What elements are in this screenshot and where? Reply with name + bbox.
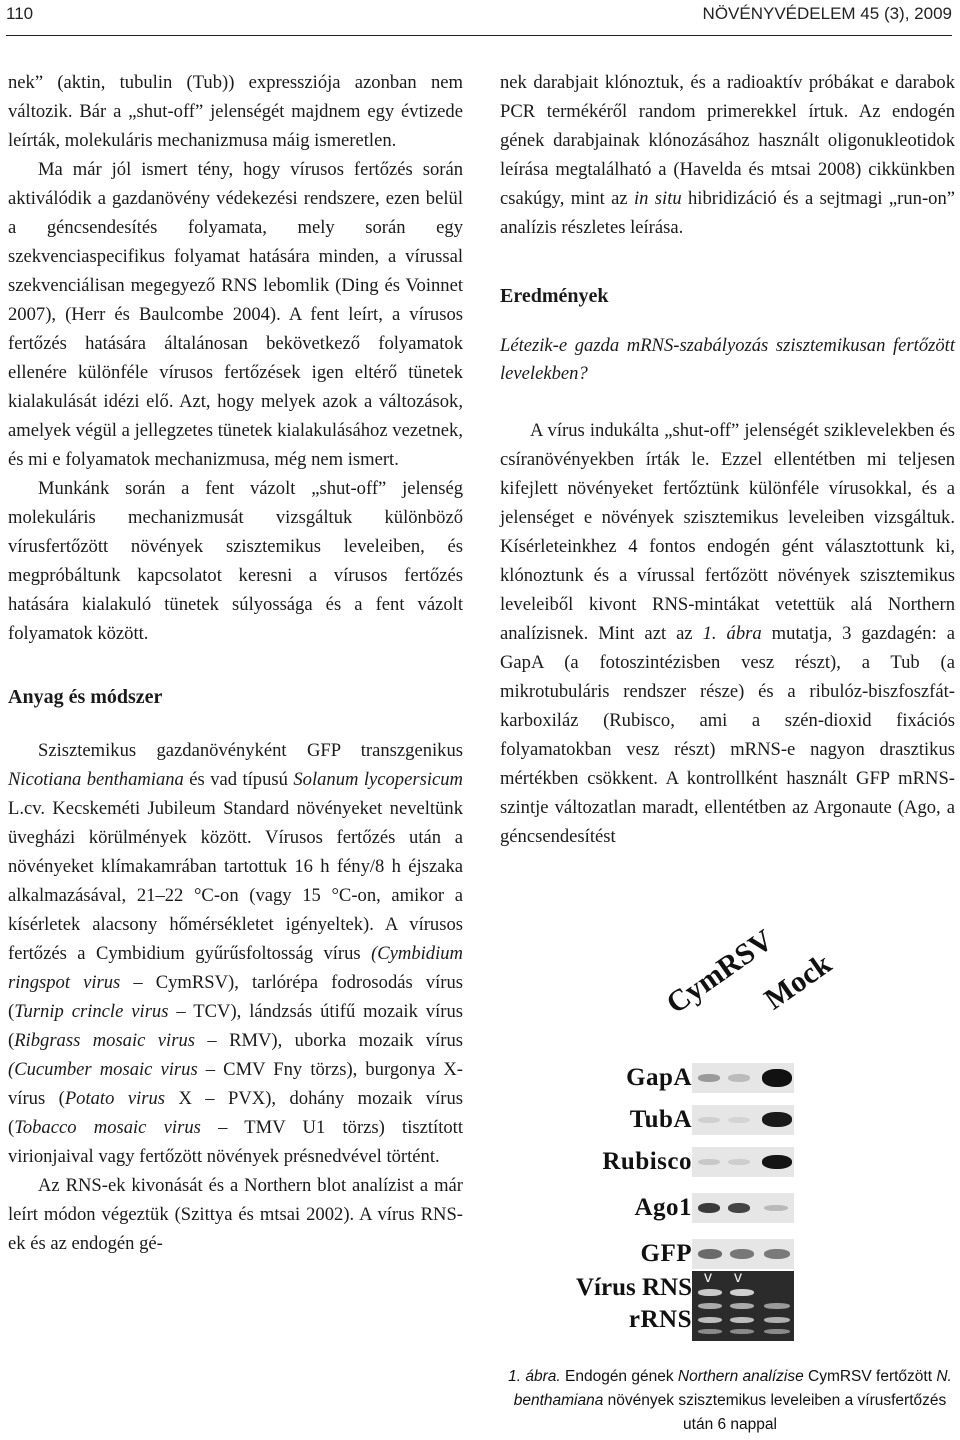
blot-row-rubisco — [692, 1147, 794, 1177]
blot-band — [698, 1289, 722, 1296]
header-rule — [6, 35, 952, 36]
blot-row-tuba — [692, 1105, 794, 1135]
blot-band — [730, 1317, 754, 1323]
paragraph-gene-silencing: Ma már jól ismert tény, hogy vírusos fertőzés során aktiválódik a gazdanövény védekezési rendszere, ezen belül a géncsendesítés folyamata, mely során egy szekvenciaspecifikus folyamat hatására minden, a vírussal szekvenciálisan megegyező RNS lebomlik (Ding és Voinnet 2007), (Herr és Baulcombe 2004). A fent leírt, a vírusos fertőzés hatására általánosan bekövetkező folyamatok ellenére különféle vírusos fertőzések igen eltérő tünetek kialakulását idézi elő. Azt, hogy melyek azok a változások, amelyek végül a jellegzetes tünetek kialakulásához vezetnek, és mi e folyamatok mechanizmusa, még nem ismert. — [8, 159, 463, 470]
blot-band — [698, 1159, 720, 1165]
blot-label-ago1: Ago1 — [634, 1194, 692, 1221]
virus-name: Potato virus — [64, 1088, 166, 1109]
blot-band — [764, 1249, 790, 1259]
blot-band — [764, 1303, 790, 1309]
blot-label-gfp: GFP — [640, 1240, 692, 1267]
paragraph-intro-continued: nek” (aktin, tubulin (Tub)) expressziója azonban nem változik. Bár a „shut-off” jelenségét majdnem egy évtizede leírták, molekuláris mechanizmusa máig ismeretlen. — [8, 72, 463, 151]
species-name: Solanum lycopersicum — [293, 769, 463, 790]
blot-band — [762, 1069, 792, 1087]
blot-row-gfp — [692, 1239, 794, 1269]
paragraph-aims: Munkánk során a fent vázolt „shut-off” jelenség molekuláris mechanizmusát vizsgáltuk különböző vírusfertőzött növények szisztemikus leveleiben, és megpróbáltunk kapcsolatot keresni a vírusos fertőzés hatására kialakuló tünetek súlyossága és a fent vázolt folyamatok között. — [8, 478, 463, 644]
blot-band — [728, 1074, 750, 1082]
arrow-mark: v — [704, 1269, 712, 1286]
blot-label-rubisco: Rubisco — [602, 1148, 692, 1175]
blot-label-rrna: rRNS — [628, 1306, 692, 1333]
blot-band — [698, 1249, 722, 1259]
virus-name: (Cucumber mosaic virus — [8, 1059, 198, 1080]
blot-band — [698, 1074, 720, 1082]
blot-row-ago1 — [692, 1193, 794, 1223]
page-number: 110 — [6, 4, 34, 23]
blot-band — [730, 1249, 754, 1259]
blot-band — [762, 1112, 792, 1127]
figure-reference: 1. ábra — [702, 623, 762, 644]
lane-label-cymrsv: CymRSV — [660, 923, 780, 1021]
left-column — [8, 68, 463, 1258]
lane-label-mock: Mock — [758, 947, 838, 1017]
blot-band — [730, 1289, 754, 1296]
blot-band — [764, 1329, 790, 1334]
running-header — [6, 4, 952, 30]
section-heading-results: Eredmények — [500, 285, 609, 307]
virus-name: Tobacco mosaic virus — [14, 1117, 201, 1138]
subsection-question-title: Létezik-e gazda mRNS-szabályozás szisztemikusan fertőzött levelekben? — [500, 335, 955, 384]
blot-band — [728, 1203, 750, 1213]
blot-band — [698, 1117, 720, 1123]
blot-band — [764, 1205, 788, 1211]
paragraph-cloning: nek darabjait klónoztuk, és a radioaktív próbákat e darabok PCR termékéről random primerekkel írtuk. Az endogén gének darabjainak klónozásához használt oligonukleotidok leírása megtalálható a (Havelda és mtsai 2008) cikkünkben csakúgy, mint az in situ hibridizáció és a sejtmagi „run-on” analízis részletes leírása. — [500, 72, 955, 238]
blot-band — [728, 1117, 750, 1123]
blot-band — [698, 1203, 720, 1213]
blot-band — [728, 1159, 750, 1165]
virus-name: Ribgrass mosaic virus — [14, 1030, 195, 1051]
section-heading-methods: Anyag és módszer — [8, 686, 163, 708]
virus-name: Turnip crincle virus — [14, 1001, 169, 1022]
northern-blot-figure — [576, 923, 960, 1355]
blot-band — [730, 1329, 754, 1334]
blot-band — [762, 1155, 792, 1169]
journal-reference: NÖVÉNYVÉDELEM 45 (3), 2009 — [702, 4, 952, 23]
paragraph-methods-rna: Az RNS-ek kivonását és a Northern blot analízist a már leírt módon végeztük (Szittya és mtsai 2002). A vírus RNS-ek és az endogén gé- — [8, 1175, 463, 1254]
blot-row-gapa — [692, 1063, 794, 1093]
right-column — [500, 68, 955, 851]
blot-band — [698, 1317, 722, 1323]
blot-band — [698, 1329, 722, 1334]
arrow-mark: v — [734, 1269, 742, 1286]
blot-row-virus-rrna — [692, 1271, 794, 1341]
blot-label-virus-rna: Vírus RNS — [576, 1274, 692, 1301]
figure-caption: 1. ábra. Endogén gének Northern analízise CymRSV fertőzött N. benthamiana növények szisztemikus leveleiben a vírusfertőzés után 6 nappal — [508, 1368, 952, 1433]
blot-band — [764, 1317, 790, 1323]
paragraph-methods-plants: Szisztemikus gazdanövényként GFP transzgenikus Nicotiana benthamiana és vad típusú Solanum lycopersicum L.cv. Kecskeméti Jubileum Standard növényeket neveltünk üvegházi körülmények között. Vírusos fertőzés után a növényeket klímakamrában tartottuk 16 h fény/8 h éjszaka alkalmazásával, 21–22 °C-on (vagy 15 °C-on, amikor a kísérletek alacsony hőmérsékletet igényeltek). A vírusos fertőzés a Cymbidium gyűrűsfoltosság vírus (Cymbidium ringspot virus – CymRSV), tarlórépa fodrosodás vírus (Turnip crincle virus – TCV), lándzsás útifű mozaik vírus (Ribgrass mosaic virus – RMV), uborka mozaik vírus (Cucumber mosaic virus – CMV Fny törzs), burgonya X-vírus (Potato virus X – PVX), dohány mozaik vírus (Tobacco mosaic virus – TMV U1 törzs) tisztított virionjaival vagy fertőzött növények présnedvével történt. — [8, 740, 463, 1167]
virus-name: (Cymbidium ringspot virus — [8, 943, 463, 993]
blot-label-gapa: GapA — [626, 1064, 692, 1091]
blot-band — [698, 1303, 722, 1309]
species-name: Nicotiana benthamiana — [8, 769, 184, 790]
blot-label-tuba: TubA — [629, 1106, 692, 1133]
paragraph-results: A vírus indukálta „shut-off” jelenségét sziklevelekben és csíranövényekben írták le. Ezzel ellentétben mi teljesen kifejlett növényeket fertőztünk különféle vírusokkal, és a jelenséget e növények szisztemikus leveleiben vizsgáltuk. Kísérleteinkhez 4 fontos endogén gént választottunk ki, klónoztunk és a vírussal fertőzött növények szisztemikus leveleiből kivont RNS-mintákat vetettük alá Northern analízisnek. Mint azt az 1. ábra mutatja, 3 gazdagén: a GapA (a fotoszintézisben vesz részt), a Tub (a mikrotubuláris rendszer része) és a ribulóz-biszfoszfát-karboxiláz (Rubisco, ami a szén-dioxid fixációs folyamatokban vesz részt) mRNS-e nagyon drasztikus mértékben csökkent. A kontrollként használt GFP mRNS-szintje változatlan maradt, ellentétben az Argonaute (Ago, a géncsendesítést — [500, 420, 955, 847]
blot-band — [730, 1303, 754, 1309]
